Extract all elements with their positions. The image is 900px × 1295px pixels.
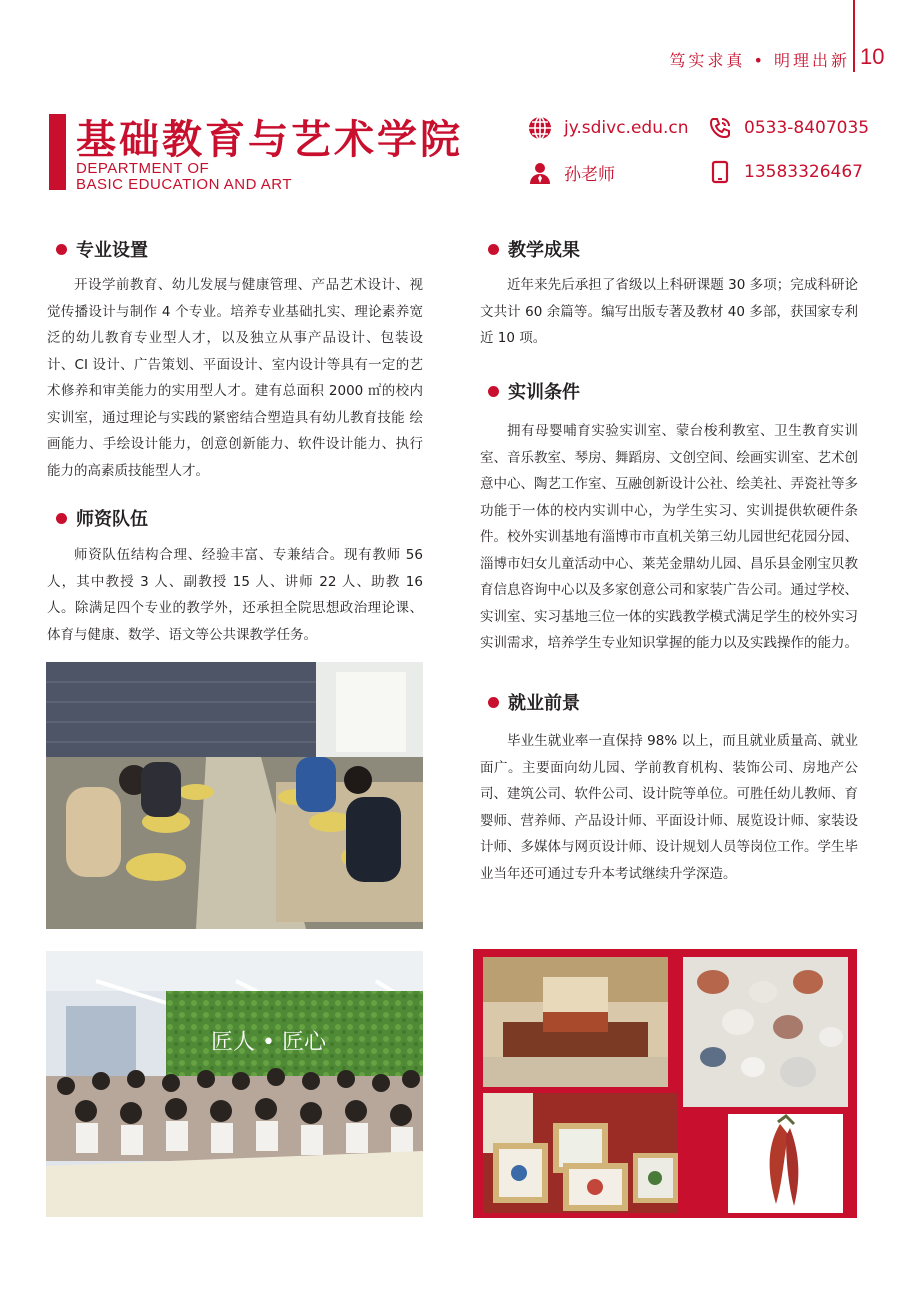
contact-person [528, 160, 615, 185]
contact-website[interactable] [528, 116, 689, 140]
section-training-title: 实训条件 [508, 382, 580, 403]
bullet-dot [56, 513, 67, 524]
section-achievements-heading [488, 236, 580, 262]
section-faculty-heading [56, 505, 148, 531]
bird-frames-photo [483, 1093, 678, 1213]
teapots-photo [683, 957, 848, 1107]
section-employment-title: 就业前景 [508, 693, 580, 714]
bullet-dot [488, 697, 499, 708]
person-icon [528, 161, 552, 185]
tea-room-photo [483, 957, 668, 1087]
section-employment-text: 毕业生就业率一直保持 98% 以上，而且就业质量高、就业面广。主要面向幼儿园、学前教育机构、装饰公司、房地产公司、建筑公司、软件公司、设计院等单位。可胜任幼儿教师、育婴师、营养师、产品设计师、平面设计师、展览设计师、家装设计师、多媒体与网页设计师、设计规划人员等岗位工作。学生毕业当年还可通过专升本考试继续升学深造。 [480, 733, 858, 882]
bullet-dot [56, 244, 67, 255]
wall-slogan: 匠人 • 匠心 [211, 1030, 326, 1055]
section-achievements-title: 教学成果 [508, 240, 580, 261]
section-employment-heading [488, 689, 580, 715]
page-number: 10 [860, 44, 885, 69]
department-title-en [76, 161, 292, 193]
section-majors-text: 开设学前教育、幼儿发展与健康管理、产品艺术设计、视觉传播设计与制作 4 个专业。培养专业基础扎实、理论素养宽泛的幼儿教育专业型人才，以及独立从事产品设计、包装设计、CI 设计、广告策划、平面设计、室内设计等具有一定的艺术修养和审美能力的实用型人才。建有总面积 2000 ㎡的校内实训室，通过理论与实践的紧密结合塑造具有幼儿教育技能 绘画能力、手绘设计能力，创意创新能力、软件设计能力、执行能力的高素质技能型人才。 [47, 277, 423, 479]
page-slogan: 笃实求真 • 明理出新 [669, 51, 850, 70]
mobile-text: 13583326467 [744, 162, 863, 182]
title-accent-bar [49, 114, 66, 190]
artwork-collage [473, 949, 857, 1218]
phone-text: 0533-8407035 [744, 118, 870, 138]
pottery-class-photo [46, 662, 423, 929]
section-training-text: 拥有母婴哺育实验实训室、蒙台梭利教室、卫生教育实训室、音乐教室、琴房、舞蹈房、文创空间、绘画实训室、艺术创意中心、陶艺工作室、互融创新设计公社、绘美社、弄瓷社等多功能于一体的校内实训中心，为学生实习、实训提供软硬件条件。校外实训基地有淄博市市直机关第三幼儿园世纪花园分园、淄博市妇女儿童活动中心、莱芜金鼎幼儿园、昌乐县金刚宝贝教育信息咨询中心以及多家创意公司和家装广告公司。通过学校、实训室、实习基地三位一体的实践教学模式满足学生的校外实习实训需求，培养学生专业知识掌握的能力以及实践操作的能力。 [480, 423, 858, 651]
department-title: 基础教育与艺术学院 [76, 117, 463, 163]
phone-icon [708, 116, 732, 140]
title-en-line2: BASIC EDUCATION AND ART [76, 176, 292, 193]
section-faculty-text: 师资队伍结构合理、经验丰富、专兼结合。现有教师 56 人，其中教授 3 人、副教授 15 人、讲师 22 人、助教 16 人。除满足四个专业的教学外，还承担全院思想政治理论课、体育与健康、数学、语文等公共课教学任务。 [47, 547, 423, 643]
pepper-artwork-photo [728, 1114, 843, 1213]
mobile-icon [708, 160, 732, 184]
person-text: 孙老师 [564, 165, 615, 185]
section-majors-heading [56, 236, 148, 262]
section-training-heading [488, 378, 580, 404]
group-photo [46, 951, 423, 1217]
bullet-dot [488, 244, 499, 255]
contact-mobile[interactable] [708, 160, 863, 184]
title-en-line1: DEPARTMENT OF [76, 160, 210, 177]
website-text: jy.sdivc.edu.cn [564, 118, 689, 138]
section-majors-title: 专业设置 [76, 240, 148, 261]
contact-phone[interactable] [708, 116, 869, 140]
header-divider [853, 0, 855, 72]
bullet-dot [488, 386, 499, 397]
section-faculty-title: 师资队伍 [76, 509, 148, 530]
section-achievements-text: 近年来先后承担了省级以上科研课题 30 多项；完成科研论文共计 60 余篇等。编写出版专著及教材 40 多部，获国家专利近 10 项。 [480, 277, 858, 346]
globe-icon [528, 116, 552, 140]
